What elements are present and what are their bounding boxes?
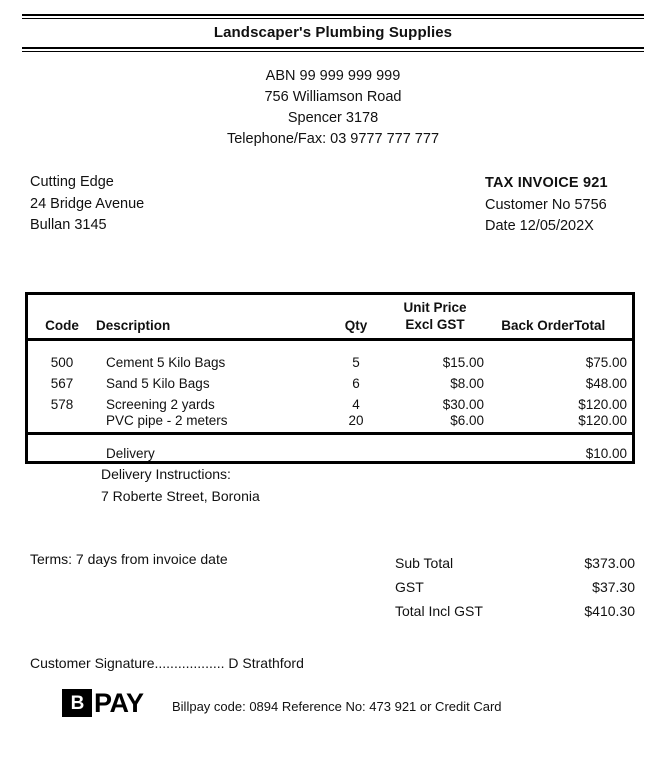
cell-description: Cement 5 Kilo Bags — [106, 355, 226, 370]
bill-to-street: 24 Bridge Avenue — [30, 195, 145, 212]
cell-back-order — [484, 412, 574, 433]
cell-description: Sand 5 Kilo Bags — [106, 376, 210, 391]
cell-qty: 5 — [352, 355, 360, 370]
cell-unit-price: $30.00 — [442, 397, 484, 412]
cell-code: 500 — [50, 355, 74, 370]
cell-unit-price: $15.00 — [442, 355, 484, 370]
column-header-total: Total — [574, 295, 632, 339]
table-row — [28, 412, 632, 433]
table-row — [28, 370, 632, 391]
totals-row-sub-total — [395, 551, 635, 575]
totals-label: Total Incl GST — [395, 603, 483, 619]
column-header-unit-price-line1: Unit Price — [403, 299, 467, 315]
cell-total: $120.00 — [578, 397, 627, 412]
cell-qty — [326, 433, 386, 461]
bpay-mark-icon — [62, 689, 92, 717]
cell-unit-price: $6.00 — [450, 412, 484, 428]
cell-description: Delivery — [96, 433, 326, 461]
delivery-instructions-address: 7 Roberte Street, Boronia — [101, 487, 260, 504]
company-address-block — [0, 66, 666, 150]
company-telephone: Telephone/Fax: 03 9777 777 777 — [226, 131, 440, 147]
delivery-instructions-label: Delivery Instructions: — [101, 466, 231, 482]
company-abn: ABN 99 999 999 999 — [265, 68, 401, 84]
cell-code: 578 — [50, 397, 74, 412]
cell-code: 567 — [50, 376, 74, 391]
totals-row-gst — [395, 575, 635, 599]
bill-to-name: Cutting Edge — [30, 174, 114, 190]
totals-value: $410.30 — [584, 603, 635, 619]
totals-label: GST — [395, 579, 424, 595]
line-items-table — [25, 292, 635, 464]
table-header-row — [28, 295, 632, 339]
bpay-mark-letter: B — [70, 692, 84, 714]
invoice-meta-block — [485, 173, 608, 238]
column-header-qty: Qty — [326, 295, 386, 339]
cell-back-order — [484, 339, 574, 370]
totals-label: Sub Total — [395, 555, 454, 571]
column-header-unit-price-line2: Excl GST — [405, 316, 465, 332]
table-row — [28, 339, 632, 370]
cell-code — [28, 433, 96, 461]
invoice-customer-no: Customer No 5756 — [485, 196, 607, 213]
column-header-back-order: Back Order — [484, 295, 574, 339]
masthead-bottom-rule — [22, 47, 644, 52]
invoice-title: TAX INVOICE 921 — [485, 175, 608, 191]
line-items-body — [28, 339, 632, 461]
cell-description: Screening 2 yards — [106, 397, 215, 412]
bpay-logo-block — [62, 688, 144, 718]
totals-value: $37.30 — [592, 579, 635, 595]
cell-back-order — [484, 391, 574, 412]
cell-description: PVC pipe - 2 meters — [106, 412, 228, 428]
table-row — [28, 391, 632, 412]
company-street: 756 Williamson Road — [264, 89, 402, 105]
cell-qty: 4 — [352, 397, 360, 412]
invoice-date: Date 12/05/202X — [485, 218, 594, 234]
cell-qty: 20 — [348, 412, 364, 428]
bill-to-block — [30, 172, 144, 237]
totals-row-total-incl-gst — [395, 599, 635, 623]
totals-value: $373.00 — [584, 555, 635, 571]
cell-total: $120.00 — [578, 412, 627, 428]
cell-code — [28, 412, 96, 433]
masthead — [22, 14, 644, 52]
delivery-instructions-block — [101, 464, 260, 507]
delivery-charge-row — [28, 433, 632, 461]
totals-block — [395, 551, 635, 623]
column-header-code: Code — [28, 295, 96, 339]
bpay-logo — [62, 688, 144, 718]
billpay-reference-text: Billpay code: 0894 Reference No: 473 921 or Credit Card — [172, 699, 502, 714]
cell-total: $75.00 — [585, 355, 627, 370]
column-header-unit-price — [386, 295, 484, 339]
cell-back-order — [484, 370, 574, 391]
column-header-description: Description — [96, 295, 326, 339]
customer-signature-line: Customer Signature.................. D Strathford — [30, 655, 304, 671]
company-title: Landscaper's Plumbing Supplies — [213, 24, 453, 41]
cell-total: $10.00 — [574, 433, 632, 461]
cell-qty: 6 — [352, 376, 360, 391]
bpay-wordmark: PAY — [94, 688, 144, 718]
company-city-postcode: Spencer 3178 — [287, 110, 379, 126]
cell-unit-price: $8.00 — [450, 376, 484, 391]
cell-back-order — [484, 433, 574, 461]
cell-unit-price — [386, 433, 484, 461]
cell-total: $48.00 — [585, 376, 627, 391]
payment-terms: Terms: 7 days from invoice date — [30, 551, 228, 567]
bill-to-city-postcode: Bullan 3145 — [30, 217, 107, 233]
